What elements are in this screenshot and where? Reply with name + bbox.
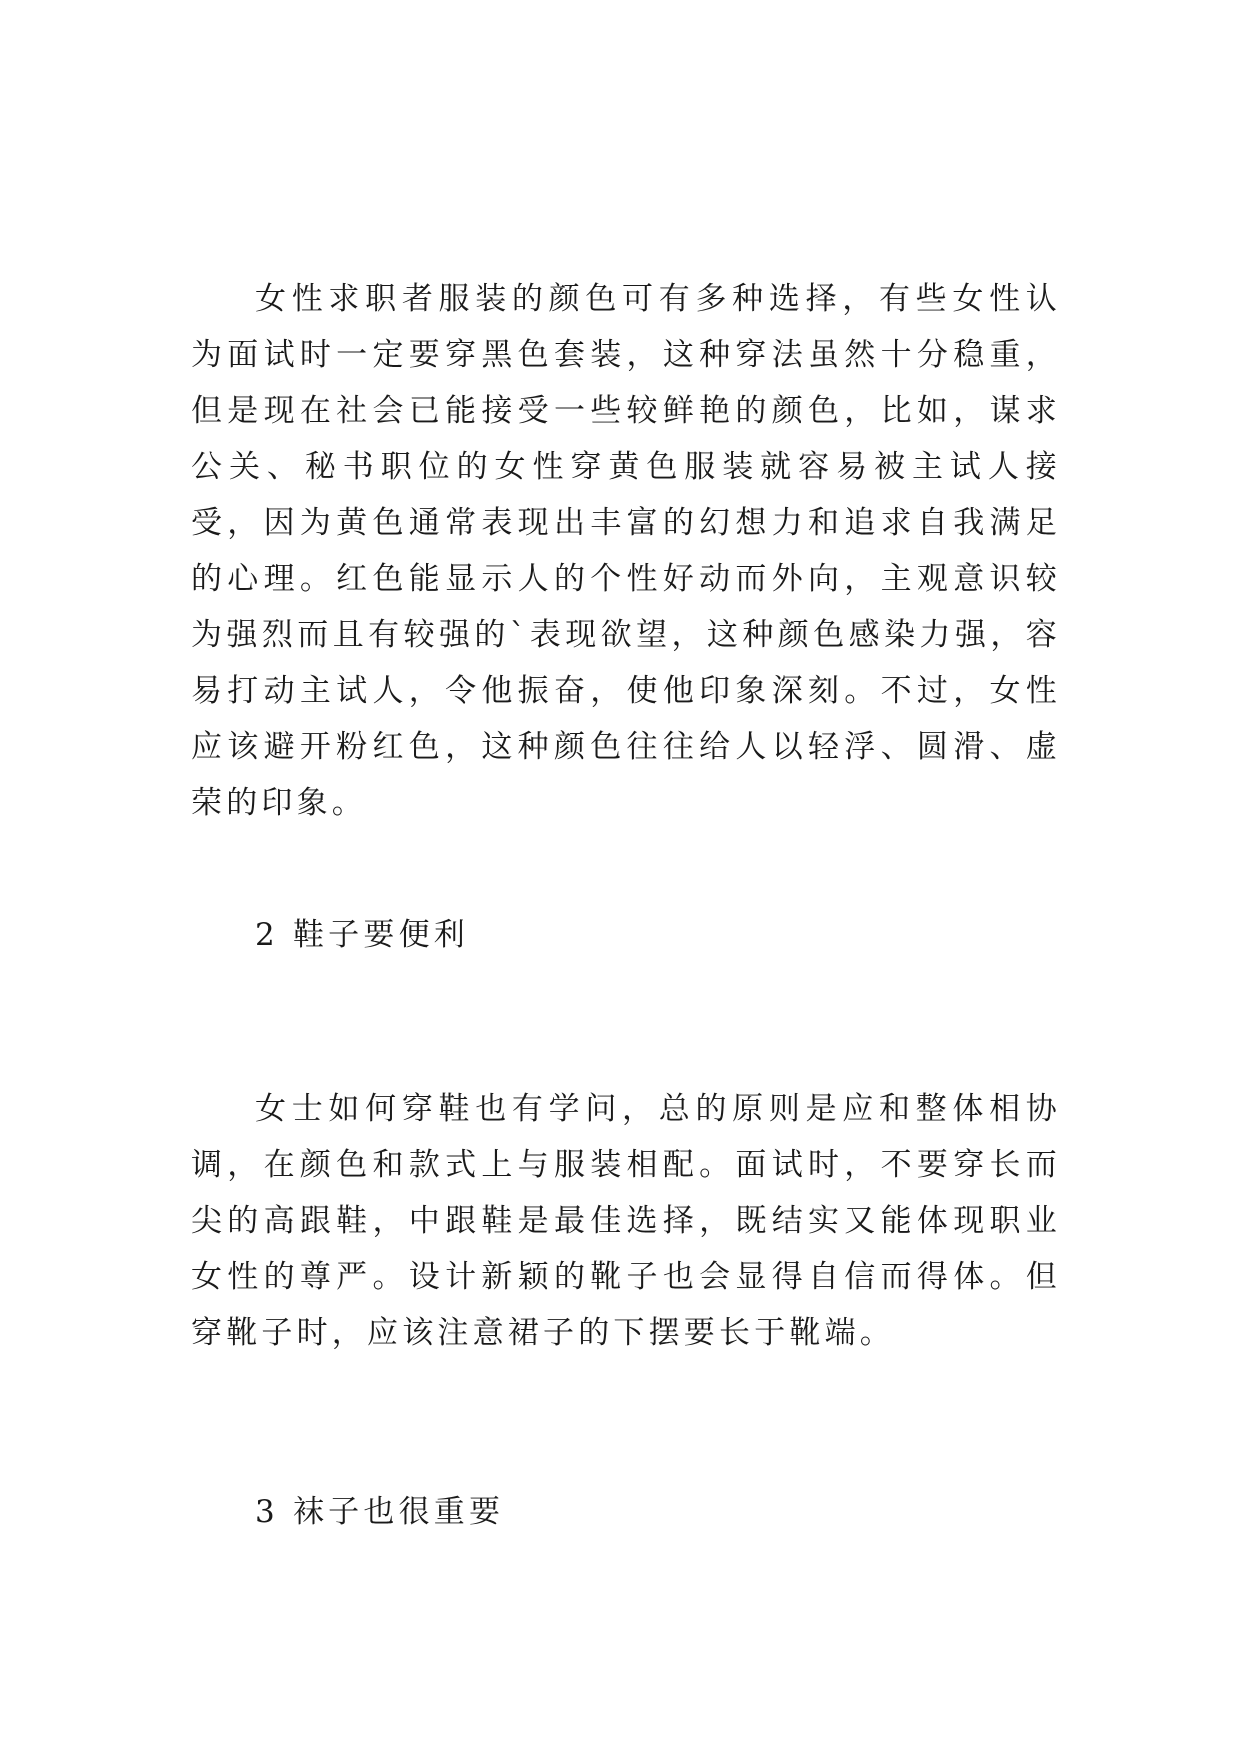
paragraph-shoes: 女士如何穿鞋也有学问，总的原则是应和整体相协调，在颜色和款式上与服装相配。面试时，不要穿长而尖的高跟鞋，中跟鞋是最佳选择，既结实又能体现职业女性的尊严。设计新颖的靴子也会显得自信而得体。但穿靴子时，应该注意裙子的下摆要长于靴端。 [191,1091,1061,1351]
section-heading-shoes: 2 鞋子要便利 [255,917,469,953]
section-heading-socks: 3 袜子也很重要 [255,1494,505,1530]
paragraph-clothing-color: 女性求职者服装的颜色可有多种选择，有些女性认为面试时一定要穿黑色套装，这种穿法虽然十分稳重，但是现在社会已能接受一些较鲜艳的颜色，比如，谋求公关、秘书职位的女性穿黄色服装就容易被主试人接受，因为黄色通常表现出丰富的幻想力和追求自我满足的心理。红色能显示人的个性好动而外向，主观意识较为强烈而且有较强的`表现欲望，这种颜色感染力强，容易打动主试人，令他振奋，使他印象深刻。不过，女性应该避开粉红色，这种颜色往往给人以轻浮、圆滑、虚荣的印象。 [191,281,1061,821]
